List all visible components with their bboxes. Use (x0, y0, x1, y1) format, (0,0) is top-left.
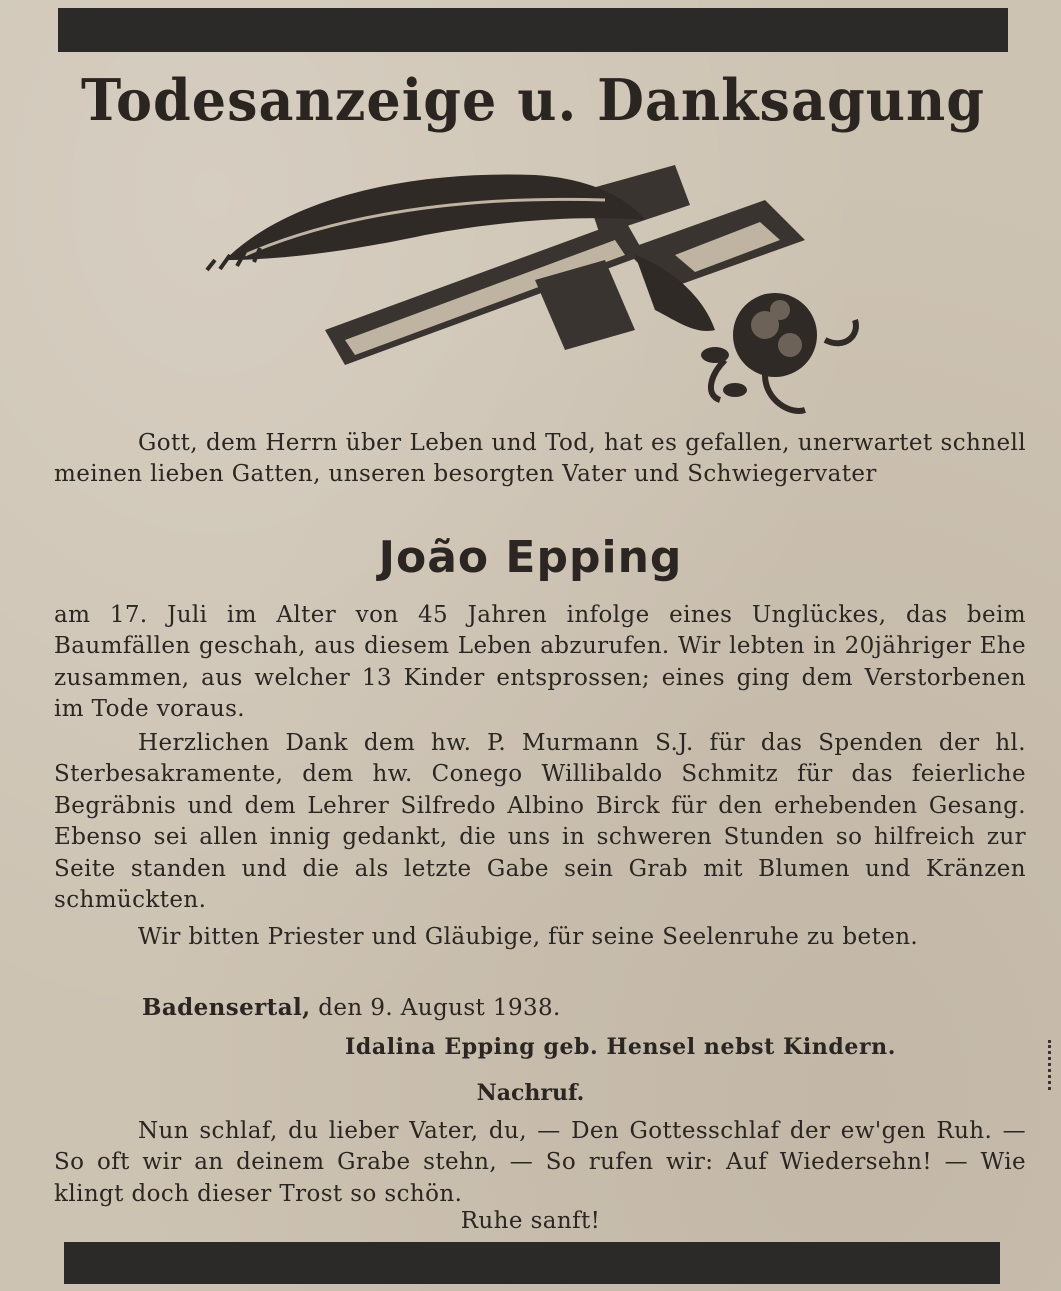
body-paragraph-3: Wir bitten Priester und Gläubige, für seine Seelenruhe zu beten. (138, 924, 919, 950)
deceased-name: João Epping (378, 532, 683, 583)
bottom-border-bar (64, 1242, 1000, 1284)
body-paragraph-2: Herzlichen Dank dem hw. P. Murmann S.J. für das Spenden der hl. Sterbesakramente, dem hw. Conego Willibaldo Schmitz für das feierliche Begräbnis und dem Lehrer Silfredo Albino Birck für den erhebenden Gesang. Ebenso sei allen innig gedankt, die uns in schweren Stunden so hilfreich zur Seite standen und die als letzte Gabe sein Grab mit Blumen und Kränzen schmückten. (54, 730, 1026, 914)
date: den 9. August 1938. (318, 995, 561, 1021)
place-date-line (142, 994, 561, 1021)
closing-line: Ruhe sanft! (460, 1208, 601, 1234)
place: Badensertal, (142, 994, 311, 1021)
palm-frond-cross-flowers-icon (205, 160, 885, 430)
nachruf-title: Nachruf. (476, 1080, 585, 1106)
nachruf-poem: Nun schlaf, du lieber Vater, du, — Den Gottesschlaf der ew'gen Ruh. — So oft wir an deinem Grabe stehn, — So rufen wir: Auf Wiedersehn! — Wie klingt doch dieser Trost so schön. (54, 1118, 1026, 1207)
top-border-bar (58, 8, 1008, 52)
body-paragraph-1: am 17. Juli im Alter von 45 Jahren infolge eines Unglückes, das beim Baumfällen geschah, aus diesem Leben abzurufen. Wir lebten in 20jähriger Ehe zusammen, aus welcher 13 Kinder entsprossen; eines ging dem Verstorbenen im Tode voraus. (54, 602, 1026, 723)
edge-marks (1048, 1040, 1059, 1090)
headline: Todesanzeige u. Danksagung (80, 66, 985, 134)
intro-paragraph: Gott, dem Herrn über Leben und Tod, hat es gefallen, unerwartet schnell meinen lieben Gatten, unseren besorgten Vater und Schwiegervater (54, 430, 1026, 488)
signer: Idalina Epping geb. Hensel nebst Kindern. (344, 1034, 897, 1060)
